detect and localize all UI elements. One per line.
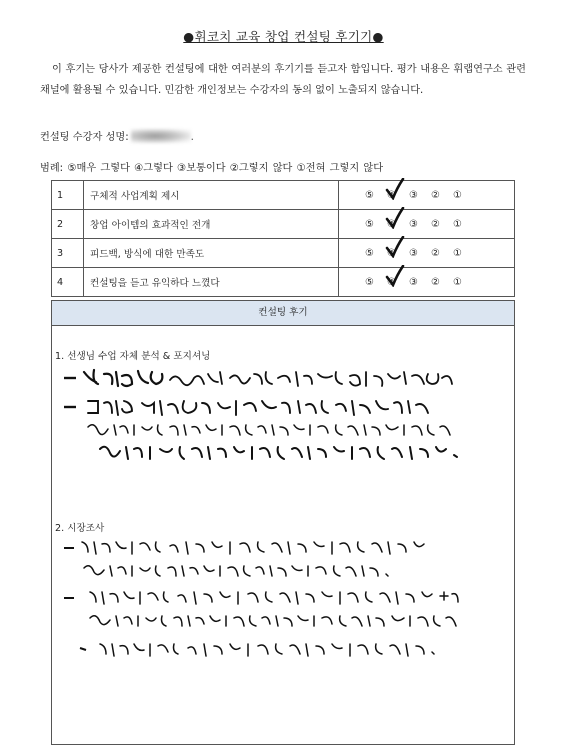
review-box — [51, 300, 515, 745]
section1-title: 1. 선생님 수업 자체 분석 & 포지셔닝 — [55, 351, 211, 362]
scale-option[interactable]: ③ — [409, 189, 418, 201]
scale-option[interactable]: ① — [453, 276, 462, 288]
rating-item: 창업 아이템의 효과적인 전개 — [84, 210, 339, 239]
rating-scale — [339, 210, 515, 239]
rating-row — [52, 210, 515, 239]
rating-row — [52, 268, 515, 297]
rating-item: 컨설팅을 듣고 유익하다 느꼈다 — [84, 268, 339, 297]
scale-option[interactable]: ④ — [387, 248, 409, 259]
scale-option[interactable]: ⑤ — [365, 189, 374, 201]
check-mark-icon — [385, 207, 405, 229]
handwriting-line-4 — [60, 586, 480, 632]
section2-title: 2. 시장조사 — [55, 523, 105, 534]
ratings-table — [51, 180, 515, 297]
rating-number: 3 — [52, 239, 84, 268]
scale-option[interactable]: ③ — [409, 218, 418, 230]
handwriting-line-3 — [60, 536, 480, 582]
handwriting-line-2 — [60, 395, 480, 465]
handwriting-line-5 — [60, 638, 480, 662]
rating-row — [52, 181, 515, 210]
scale-option[interactable]: ② — [431, 189, 440, 201]
check-mark-icon — [385, 236, 405, 258]
rating-legend: 범례: ⑤매우 그렇다 ④그렇다 ③보통이다 ②그렇지 않다 ①전혀 그렇지 않다 — [40, 163, 384, 174]
scale-option[interactable]: ② — [431, 218, 440, 230]
handwriting-line-1 — [60, 366, 480, 390]
rating-item: 구체적 사업계획 제시 — [84, 181, 339, 210]
rating-scale — [339, 239, 515, 268]
scale-option[interactable]: ④ — [387, 277, 409, 288]
scale-option[interactable]: ④ — [387, 219, 409, 230]
rating-number: 4 — [52, 268, 84, 297]
scale-option[interactable]: ① — [453, 189, 462, 201]
scale-option[interactable]: ③ — [409, 276, 418, 288]
rating-number: 1 — [52, 181, 84, 210]
scale-option[interactable]: ③ — [409, 247, 418, 259]
rating-item: 피드백, 방식에 대한 만족도 — [84, 239, 339, 268]
scale-option[interactable]: ⑤ — [365, 276, 374, 288]
rating-scale — [339, 181, 515, 210]
intro-text: 이 후기는 당사가 제공한 컨설팅에 대한 여러분의 후기기를 듣고자 함입니다. 평가 내용은 휘랩연구소 관련 채널에 활용될 수 있습니다. 민감한 개인정보는 수강자의 동의 없이 노출되지 않습니다. — [40, 64, 526, 96]
name-row — [40, 128, 194, 143]
scale-option[interactable]: ⑤ — [365, 218, 374, 230]
name-label: 컨설팅 수강자 성명: — [40, 132, 129, 143]
check-mark-icon — [385, 265, 405, 287]
scale-option[interactable]: ⑤ — [365, 247, 374, 259]
name-suffix: . — [190, 132, 194, 143]
scale-option[interactable]: ① — [453, 218, 462, 230]
document-title: ●휘코치 교육 창업 컨설팅 후기기● — [183, 29, 384, 44]
rating-row — [52, 239, 515, 268]
intro-paragraph — [40, 59, 526, 101]
scale-option[interactable]: ④ — [387, 190, 409, 201]
rating-scale — [339, 268, 515, 297]
review-header: 컨설팅 후기 — [52, 300, 514, 326]
check-mark-icon — [385, 178, 405, 200]
scale-option[interactable]: ② — [431, 247, 440, 259]
rating-number: 2 — [52, 210, 84, 239]
blurred-name — [131, 129, 191, 143]
scale-option[interactable]: ② — [431, 276, 440, 288]
scale-option[interactable]: ① — [453, 247, 462, 259]
